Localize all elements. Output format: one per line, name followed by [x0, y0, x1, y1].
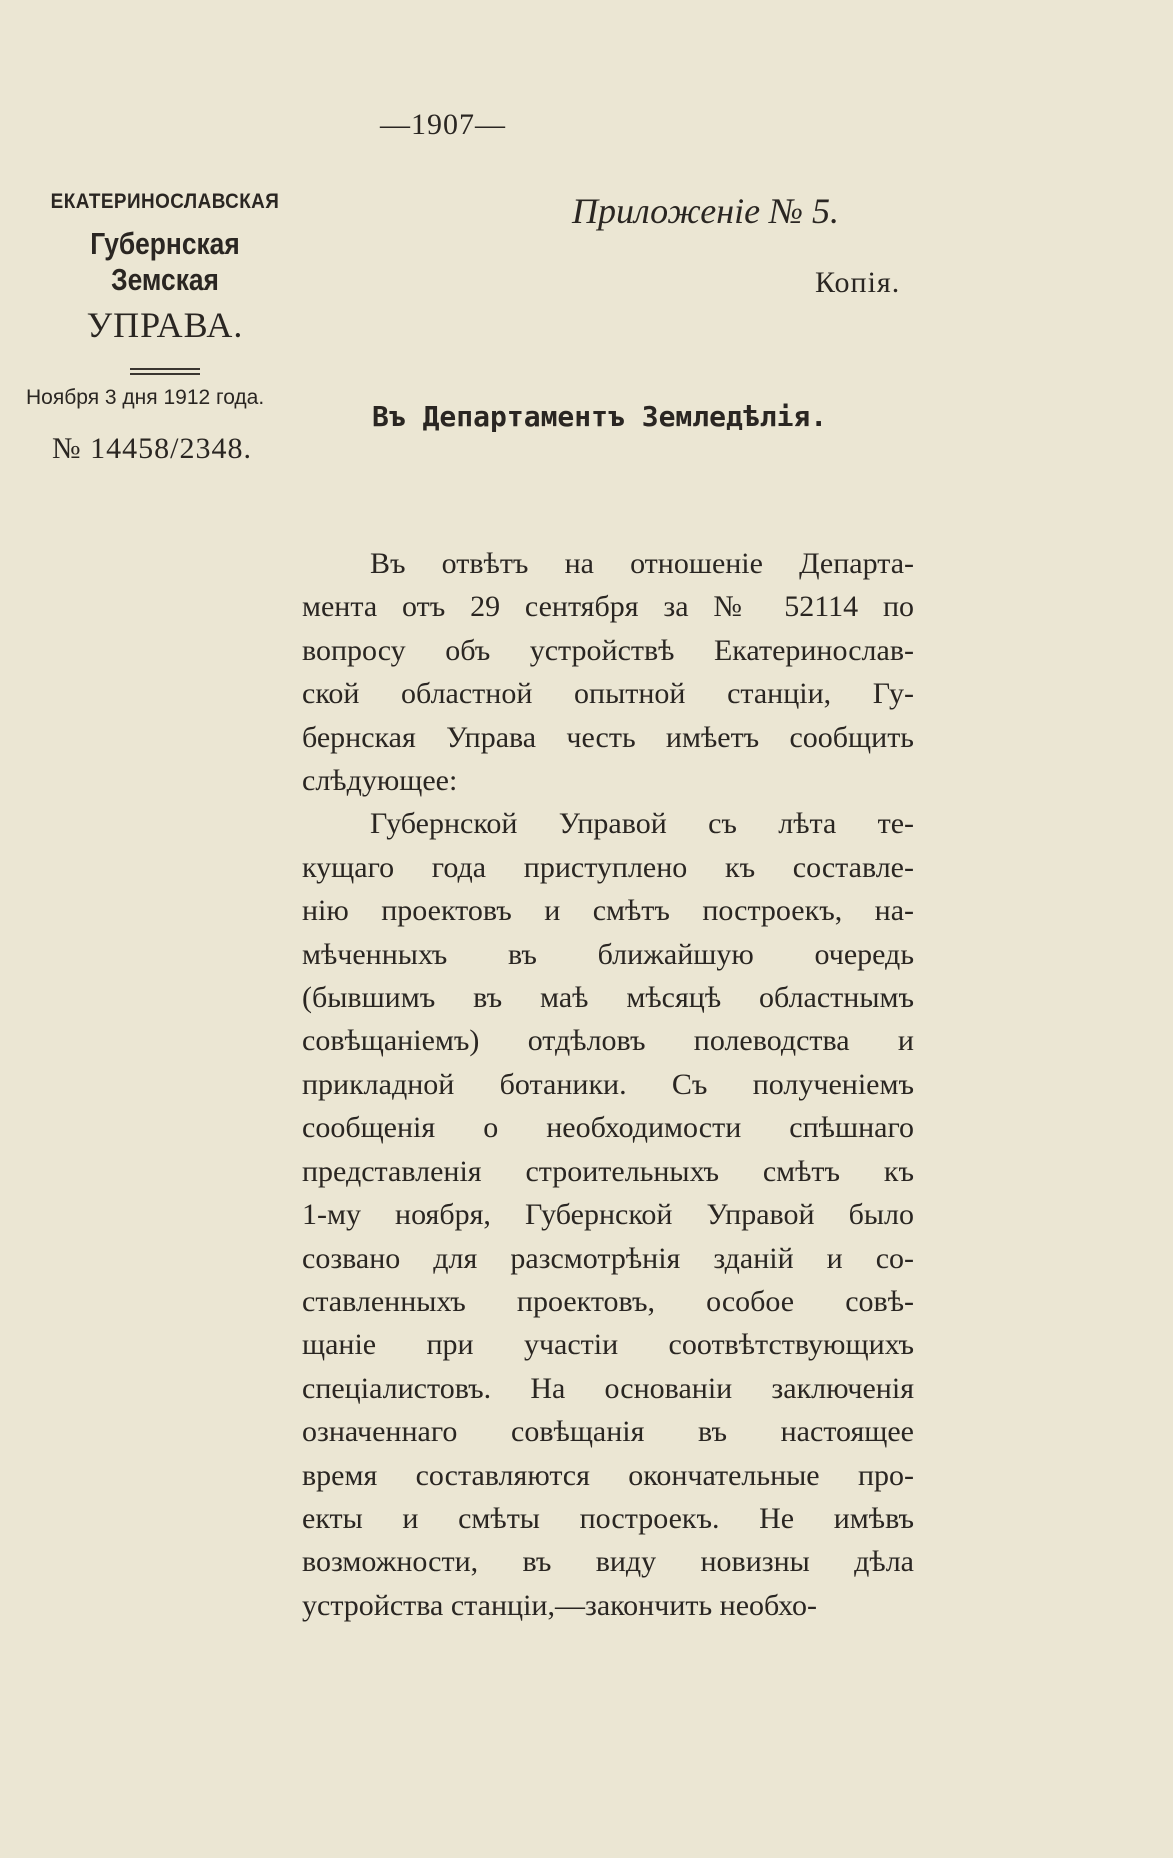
text-line: Въ отвѣтъ на отношеніе Департа-: [370, 547, 914, 580]
paragraph-1: [302, 542, 914, 802]
text-line: прикладной ботаники. Съ полученіемъ: [302, 1067, 914, 1101]
text-line: вопросу объ устройствѣ Екатеринослав-: [302, 633, 914, 667]
letter-number: № 14458/2348.: [52, 432, 252, 465]
text-line: мента отъ 29 сентября за № 52114 по: [302, 590, 914, 624]
text-line: нію проектовъ и смѣтъ построекъ, на-: [302, 894, 914, 928]
letterhead-board: УПРАВА.: [86, 305, 244, 345]
letterhead-divider: [130, 368, 200, 375]
letter-body: [302, 542, 914, 1627]
text-line: Губернской Управой съ лѣта те-: [370, 807, 914, 841]
text-line: спеціалистовъ. На основаніи заключенія: [302, 1371, 914, 1405]
text-line: (бывшимъ въ маѣ мѣсяцѣ областнымъ: [302, 981, 914, 1015]
text-line: представленія строительныхъ смѣтъ къ: [302, 1154, 914, 1188]
text-line: возможности, въ виду новизны дѣла: [302, 1545, 914, 1579]
text-line: устройства станціи,—закончить необхо-: [302, 1588, 818, 1622]
text-line: кущаго года приступлено къ составле-: [302, 850, 914, 884]
text-line: означеннаго совѣщанія въ настоящее: [302, 1415, 914, 1449]
text-line: созвано для разсмотрѣнія зданій и со-: [302, 1241, 914, 1275]
text-line: 1-му ноября, Губернской Управой было: [302, 1198, 914, 1232]
recipient-heading: Въ Департаментъ Земледѣлія.: [372, 400, 828, 433]
letterhead-region: ЕКАТЕРИНОСЛАВСКАЯ: [50, 190, 280, 213]
paragraph-2: [302, 802, 914, 1627]
text-line: бернская Управа честь имѣетъ сообщить: [302, 720, 914, 754]
copy-label: Копія.: [815, 266, 901, 299]
text-line: сообщенія о необходимости спѣшнаго: [302, 1111, 914, 1145]
letterhead: [20, 190, 310, 375]
text-line: ставленныхъ проектовъ, особое совѣ-: [302, 1284, 914, 1318]
letterhead-institution: Губернская Земская: [90, 226, 240, 297]
text-line: мѣченныхъ въ ближайшую очередь: [302, 937, 914, 971]
text-line: ской областной опытной станціи, Гу-: [302, 677, 914, 711]
text-line: екты и смѣты построекъ. Не имѣвъ: [302, 1501, 914, 1535]
page-number: —1907—: [380, 108, 506, 141]
text-line: слѣдующее:: [302, 764, 458, 798]
text-line: щаніе при участіи соотвѣтствующихъ: [302, 1328, 914, 1362]
text-line: время составляются окончательные про-: [302, 1458, 914, 1492]
appendix-label: Приложеніе № 5.: [572, 191, 840, 231]
text-line: совѣщаніемъ) отдѣловъ полеводства и: [302, 1024, 914, 1058]
letter-date: Ноября 3 дня 1912 года.: [26, 386, 265, 409]
